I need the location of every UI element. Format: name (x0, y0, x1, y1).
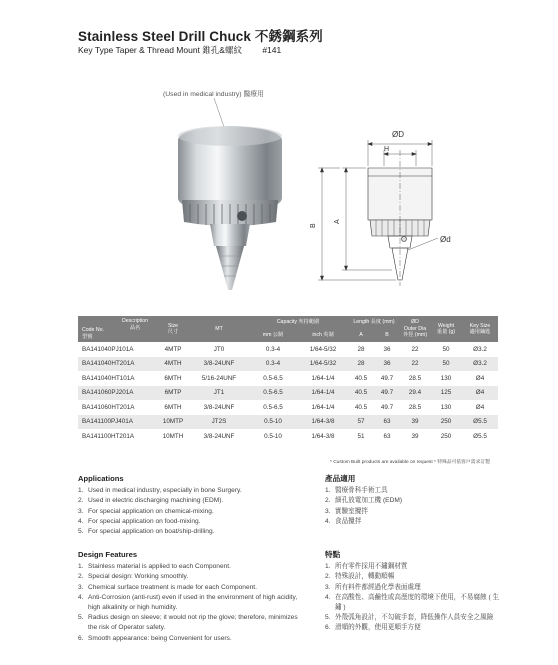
cell-code: BA141040PJ101A (78, 342, 156, 357)
cell-weight: 50 (430, 342, 462, 357)
cell-inch: 1/64-1/4 (298, 400, 348, 415)
list-item: 5. For special application on boat/ship-drilling. (78, 528, 215, 536)
list-item: 4. Anti-Corrosion (anti-rust) even if used in the environment of high acidity, high alkalinity or high humidity. (78, 593, 298, 612)
list-item: 3. 實驗室攪拌 (325, 507, 368, 515)
header-b: B (374, 329, 400, 342)
cell-mm: 0.5-6.5 (248, 400, 298, 415)
header-weight: Weight 重量 (g) (430, 316, 462, 342)
cell-size: 6MTH (156, 400, 190, 415)
cell-mt: JT0 (190, 342, 248, 357)
cell-b: 49.7 (374, 400, 400, 415)
cell-mm: 0.3-4 (248, 342, 298, 357)
table-row (78, 415, 498, 430)
cell-a: 40.5 (348, 400, 374, 415)
cell-key: Ø3.2 (462, 357, 498, 372)
dim-b: B (310, 223, 317, 228)
header-mm: mm 公制 (248, 329, 298, 342)
list-item: 5. 外殼弧角設計，不勾破手套，降低操作人員安全之風險 (325, 614, 494, 622)
cell-a: 28 (348, 342, 374, 357)
cell-mm: 0.5-10 (248, 429, 298, 444)
applications-zh-section (325, 474, 495, 527)
list-item: 4. For special application on food-mixing. (78, 517, 201, 525)
cell-size: 6MTP (156, 386, 190, 401)
cell-mt: 3/8-24UNF (190, 357, 248, 372)
list-item: 5. Radius design on sleeve; it would not rip the glove; therefore, minimizes the risk of Operator safety. (78, 614, 298, 632)
cell-code: BA141100PJ401A (78, 415, 156, 430)
cell-weight: 250 (430, 415, 462, 430)
header-description-code (78, 316, 156, 342)
list-item: 4. 食品攪拌 (325, 517, 362, 525)
header-length: Length 長度 (mm) (348, 316, 400, 329)
list-item: 1. 所有零件採用不鏽鋼材質 (325, 563, 408, 571)
product-photo (160, 118, 300, 293)
cell-weight: 130 (430, 371, 462, 386)
list-item: 2. 特殊設計，轉動順暢 (325, 573, 395, 581)
cell-inch: 1/64-5/32 (298, 357, 348, 372)
list-item: 2. 細孔放電加工機 (EDM) (325, 497, 403, 505)
table-row (78, 371, 498, 386)
list-item: 4. 在高酸性、高鹼性或高溼度的環境下使用，不易腐蝕 ( 生鏽 ) (325, 593, 500, 612)
table-row (78, 357, 498, 372)
design-features-zh-section (325, 550, 500, 634)
cell-size: 4MTH (156, 357, 190, 372)
design-features-section (78, 550, 303, 644)
cell-weight: 125 (430, 386, 462, 401)
applications-section (78, 474, 298, 537)
cell-od: 29.4 (400, 386, 430, 401)
cell-mt: JT2S (190, 415, 248, 430)
cell-size: 10MTH (156, 429, 190, 444)
cell-mt: 3/8-24UNF (190, 400, 248, 415)
cell-inch: 1/64-5/32 (298, 342, 348, 357)
dim-h: H (384, 146, 390, 153)
page-title: Stainless Steel Drill Chuck 不銹鋼系列 (78, 29, 323, 44)
cell-weight: 50 (430, 357, 462, 372)
table-row (78, 429, 498, 444)
list-item: 2. Special design: Working smoothly. (78, 573, 189, 581)
cell-b: 36 (374, 342, 400, 357)
cell-mt: 3/8-24UNF (190, 429, 248, 444)
cell-key: Ø3.2 (462, 342, 498, 357)
cell-code: BA141040HT101A (78, 371, 156, 386)
cell-mt: JT1 (190, 386, 248, 401)
list-item: 3. 所有料件都經過化學表面處理 (325, 583, 421, 591)
dim-outer-d: ØD (392, 130, 404, 139)
cell-od: 28.5 (400, 371, 430, 386)
applications-title: Applications (78, 474, 124, 483)
cell-mm: 0.5-6.5 (248, 371, 298, 386)
cell-code: BA141060HT201A (78, 400, 156, 415)
custom-build-note: * Custom Built products are available on request * 特殊品可依客戶需求訂製 (330, 460, 490, 465)
dim-a: A (334, 219, 341, 224)
cell-od: 22 (400, 357, 430, 372)
cell-mt: 5/16-24UNF (190, 371, 248, 386)
cell-b: 63 (374, 415, 400, 430)
cell-mm: 0.5-10 (248, 415, 298, 430)
cell-code: BA141100HT201A (78, 429, 156, 444)
header-outer-dia: ØD Outer Dia 外徑 (mm) (400, 316, 430, 342)
table-row (78, 386, 498, 401)
cell-weight: 250 (430, 429, 462, 444)
cell-code: BA141040HT201A (78, 357, 156, 372)
header-mt: MT (190, 316, 248, 342)
cell-b: 63 (374, 429, 400, 444)
cell-inch: 1/64-1/4 (298, 386, 348, 401)
header-description: Description 品名 (122, 318, 148, 331)
cell-inch: 1/64-3/8 (298, 415, 348, 430)
cell-od: 39 (400, 429, 430, 444)
list-item: 1. Used in medical industry, especially in bone Surgery. (78, 487, 242, 495)
cell-a: 40.5 (348, 386, 374, 401)
applications-zh-title: 產品適用 (325, 474, 356, 483)
cell-od: 22 (400, 342, 430, 357)
cell-b: 36 (374, 357, 400, 372)
header-capacity: Capacity 夾持範圍 (248, 316, 348, 329)
cell-key: Ø5.5 (462, 429, 498, 444)
header-code-no: Code No. 型號 (82, 327, 104, 340)
list-item: 3. Chemical surface treatment is made for each Component. (78, 583, 257, 591)
cell-size: 10MTP (156, 415, 190, 430)
table-row (78, 400, 498, 415)
header-key-size: Key Size 適用鑰匙 (462, 316, 498, 342)
series-code: #141 (262, 45, 282, 55)
list-item: 6. Smooth appearance: being Convenient for users. (78, 634, 232, 642)
cell-b: 49.7 (374, 386, 400, 401)
cell-size: 6MTH (156, 371, 190, 386)
cell-a: 51 (348, 429, 374, 444)
list-item: 2. Used in electric discharging machining (EDM). (78, 497, 224, 505)
cell-mm: 0.3-4 (248, 357, 298, 372)
cell-inch: 1/64-3/8 (298, 429, 348, 444)
list-item: 1. Stainless material is applied to each Component. (78, 563, 231, 571)
dim-inner-d: Ød (440, 235, 451, 244)
design-features-title: Design Features (78, 550, 138, 559)
cell-od: 28.5 (400, 400, 430, 415)
cell-weight: 130 (430, 400, 462, 415)
cell-mm: 0.5-6.5 (248, 386, 298, 401)
design-features-zh-title: 特點 (325, 550, 341, 559)
cell-key: Ø4 (462, 386, 498, 401)
spec-table (78, 316, 498, 444)
list-item: 1. 醫療骨科手術工具 (325, 487, 388, 495)
cell-a: 57 (348, 415, 374, 430)
cell-a: 28 (348, 357, 374, 372)
header-a: A (348, 329, 374, 342)
technical-drawing (300, 120, 470, 290)
header-size: Size 尺寸 (156, 316, 190, 342)
cell-inch: 1/64-1/4 (298, 371, 348, 386)
cell-key: Ø4 (462, 371, 498, 386)
subtitle-text: Key Type Taper & Thread Mount 錐孔&螺紋 (78, 45, 242, 55)
cell-size: 4MTP (156, 342, 190, 357)
list-item: 3. For special application on chemical-mixing. (78, 507, 214, 515)
cell-key: Ø4 (462, 400, 498, 415)
cell-a: 40.5 (348, 371, 374, 386)
list-item: 6. 滑順的外觀，使用更順手方便 (325, 624, 421, 632)
cell-b: 49.7 (374, 371, 400, 386)
header-inch: inch 英制 (298, 329, 348, 342)
medical-note: (Used in medical industry) 醫療用 (163, 91, 264, 98)
cell-key: Ø5.5 (462, 415, 498, 430)
cell-od: 39 (400, 415, 430, 430)
table-row (78, 342, 498, 357)
page-subtitle (78, 44, 281, 56)
cell-code: BA141060PJ201A (78, 386, 156, 401)
